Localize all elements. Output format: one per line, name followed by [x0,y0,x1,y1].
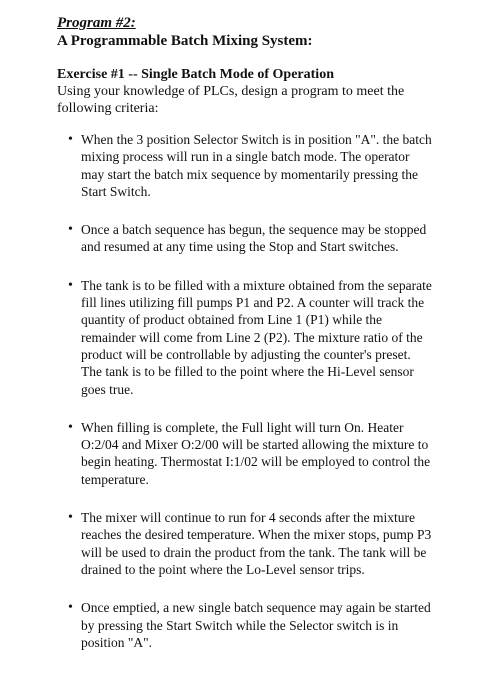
criterion-text: When the 3 position Selector Switch is in position "A". the batch mixing process will run in a single batch mode. The operator may start the batch mix sequence by momentarily pressing the Start Switch. [81,132,432,199]
criterion-item [57,509,433,578]
system-title: A Programmable Batch Mixing System: [57,33,313,49]
bullet-icon: • [68,132,73,147]
criteria-list [57,131,470,651]
bullet-icon: • [68,277,73,293]
criterion-text: Once emptied, a new single batch sequence may again be started by pressing the Start Switch while the Selector switch is in position "A". [81,600,431,650]
program-title: Program #2: [57,15,136,31]
criterion-item [57,419,433,488]
bullet-icon: • [68,510,73,526]
bullet-icon: • [68,222,73,238]
criterion-text: The mixer will continue to run for 4 seconds after the mixture reaches the desired temperature. When the mixer stops, pump P3 will be used to drain the product from the tank. The tank will be drained to the point where the Lo-Level sensor trips. [81,510,432,577]
bullet-icon: • [68,419,73,435]
criterion-text: Once a batch sequence has begun, the sequence may be stopped and resumed at any time using the Stop and Start switches. [81,222,427,255]
intro-paragraph: Using your knowledge of PLCs, design a program to meet the following criteria: [57,84,405,116]
bullet-icon: • [68,600,73,616]
criterion-text: When filling is complete, the Full light will turn On. Heater O:2/04 and Mixer O:2/00 will be started allowing the mixture to begin heating. Thermostat I:1/02 will be employed to control the temperature. [81,419,431,487]
criterion-item [57,221,433,256]
criterion-item [57,131,433,200]
exercise-title: Exercise #1 -- Single Batch Mode of Operation [57,67,334,82]
criterion-item [57,277,433,398]
criterion-text: The tank is to be filled with a mixture obtained from the separate fill lines utilizing fill pumps P1 and P2. A counter will track the quantity of product obtained from Line 1 (P1) while the remainder will come from Line 2 (P2). The mixture ratio of the product will be controllable by adjusting the counter's preset. The tank is to be filled to the point where the Hi-Level sensor goes true. [81,277,432,397]
criterion-item [57,599,433,651]
